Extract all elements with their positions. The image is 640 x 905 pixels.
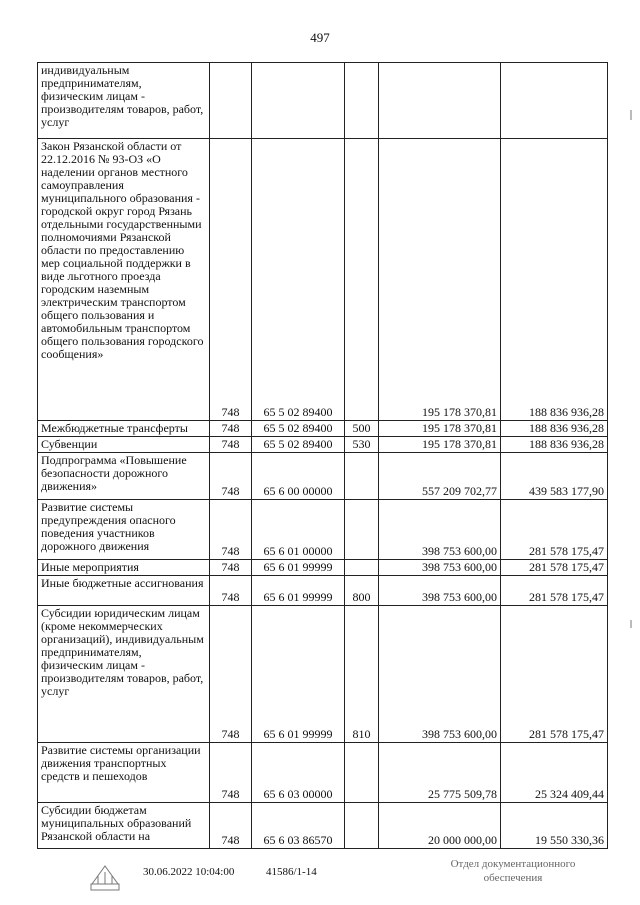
- row-sum1: 398 753 600,00: [379, 500, 501, 560]
- footer-registration-code: 41586/1-14: [266, 866, 317, 878]
- row-csr: 65 5 02 89400: [252, 421, 345, 437]
- budget-table: [37, 62, 608, 849]
- row-grbs: 748: [210, 803, 252, 849]
- row-csr: 65 6 01 99999: [252, 576, 345, 606]
- row-grbs: 748: [210, 606, 252, 743]
- row-vr: [345, 560, 379, 576]
- row-grbs: 748: [210, 421, 252, 437]
- scan-edge-mark: [630, 620, 632, 628]
- table-row: [38, 500, 608, 560]
- table-row: [38, 139, 608, 421]
- department-stamp: [418, 857, 608, 885]
- table-row: [38, 437, 608, 453]
- row-vr: [345, 803, 379, 849]
- row-vr: [345, 139, 379, 421]
- row-name: Подпрограмма «Повышение безопасности дорожного движения»: [38, 453, 210, 500]
- row-sum2: 281 578 175,47: [501, 606, 608, 743]
- row-name: Иные бюджетные ассигнования: [38, 576, 210, 606]
- row-csr: 65 6 01 99999: [252, 606, 345, 743]
- footer-date: 30.06.2022 10:04:00: [143, 866, 235, 878]
- row-sum1: 398 753 600,00: [379, 560, 501, 576]
- row-sum1: [379, 63, 501, 139]
- row-sum1: 398 753 600,00: [379, 606, 501, 743]
- row-csr: 65 5 02 89400: [252, 437, 345, 453]
- row-sum1: 398 753 600,00: [379, 576, 501, 606]
- row-sum1: 195 178 370,81: [379, 139, 501, 421]
- page-number: 497: [310, 30, 330, 45]
- row-sum1: 195 178 370,81: [379, 421, 501, 437]
- row-sum2: 439 583 177,90: [501, 453, 608, 500]
- row-name: Закон Рязанской области от 22.12.2016 № 93-ОЗ «О наделении органов местного самоуправления муниципального образования - городской округ город Рязань отдельными государственными полномочиями Рязанской области по предоставлению мер социальной поддержки в виде льготного проезда городским наземным электрическим транспортом общего пользования и автомобильным транспортом общего пользования городского сообщения»: [38, 139, 210, 421]
- row-csr: 65 6 00 00000: [252, 453, 345, 500]
- table-row: [38, 743, 608, 803]
- row-sum2: 25 324 409,44: [501, 743, 608, 803]
- row-grbs: 748: [210, 743, 252, 803]
- row-grbs: [210, 63, 252, 139]
- row-vr: 800: [345, 576, 379, 606]
- row-sum1: 25 775 509,78: [379, 743, 501, 803]
- row-csr: 65 6 01 00000: [252, 500, 345, 560]
- row-csr: 65 6 03 86570: [252, 803, 345, 849]
- row-vr: 810: [345, 606, 379, 743]
- row-csr: [252, 63, 345, 139]
- row-sum2: [501, 63, 608, 139]
- row-csr: 65 5 02 89400: [252, 139, 345, 421]
- table-row: [38, 576, 608, 606]
- row-name: Субсидии юридическим лицам (кроме некоммерческих организаций), индивидуальным предпринимателям, физическим лицам - производителям товаров, работ, услуг: [38, 606, 210, 743]
- row-name: Иные мероприятия: [38, 560, 210, 576]
- scan-edge-mark: [630, 110, 632, 120]
- row-csr: 65 6 01 99999: [252, 560, 345, 576]
- row-name: Субвенции: [38, 437, 210, 453]
- row-csr: 65 6 03 00000: [252, 743, 345, 803]
- row-vr: [345, 500, 379, 560]
- row-sum2: 188 836 936,28: [501, 139, 608, 421]
- row-grbs: 748: [210, 437, 252, 453]
- row-sum2: 281 578 175,47: [501, 576, 608, 606]
- row-sum1: 20 000 000,00: [379, 803, 501, 849]
- row-vr: 500: [345, 421, 379, 437]
- stamp-line-1: Отдел документационного: [450, 858, 576, 870]
- row-vr: 530: [345, 437, 379, 453]
- row-sum1: 557 209 702,77: [379, 453, 501, 500]
- row-sum2: 19 550 330,36: [501, 803, 608, 849]
- row-vr: [345, 743, 379, 803]
- table-row: [38, 421, 608, 437]
- row-name: индивидуальным предпринимателям, физическим лицам - производителям товаров, работ, услуг: [38, 63, 210, 139]
- row-vr: [345, 453, 379, 500]
- row-grbs: 748: [210, 576, 252, 606]
- stamp-line-2: обеспечения: [483, 872, 543, 884]
- row-sum2: 188 836 936,28: [501, 421, 608, 437]
- table-row: [38, 63, 608, 139]
- row-grbs: 748: [210, 560, 252, 576]
- row-vr: [345, 63, 379, 139]
- table-row: [38, 453, 608, 500]
- row-sum2: 281 578 175,47: [501, 560, 608, 576]
- row-name: Межбюджетные трансферты: [38, 421, 210, 437]
- row-sum2: 281 578 175,47: [501, 500, 608, 560]
- table-row: [38, 560, 608, 576]
- row-name: Субсидии бюджетам муниципальных образований Рязанской области на: [38, 803, 210, 849]
- duma-seal-icon: [88, 860, 122, 894]
- row-sum1: 195 178 370,81: [379, 437, 501, 453]
- table-row: [38, 606, 608, 743]
- row-name: Развитие системы предупреждения опасного поведения участников дорожного движения: [38, 500, 210, 560]
- row-grbs: 748: [210, 500, 252, 560]
- row-grbs: 748: [210, 139, 252, 421]
- row-sum2: 188 836 936,28: [501, 437, 608, 453]
- table-row: [38, 803, 608, 849]
- row-grbs: 748: [210, 453, 252, 500]
- row-name: Развитие системы организации движения транспортных средств и пешеходов: [38, 743, 210, 803]
